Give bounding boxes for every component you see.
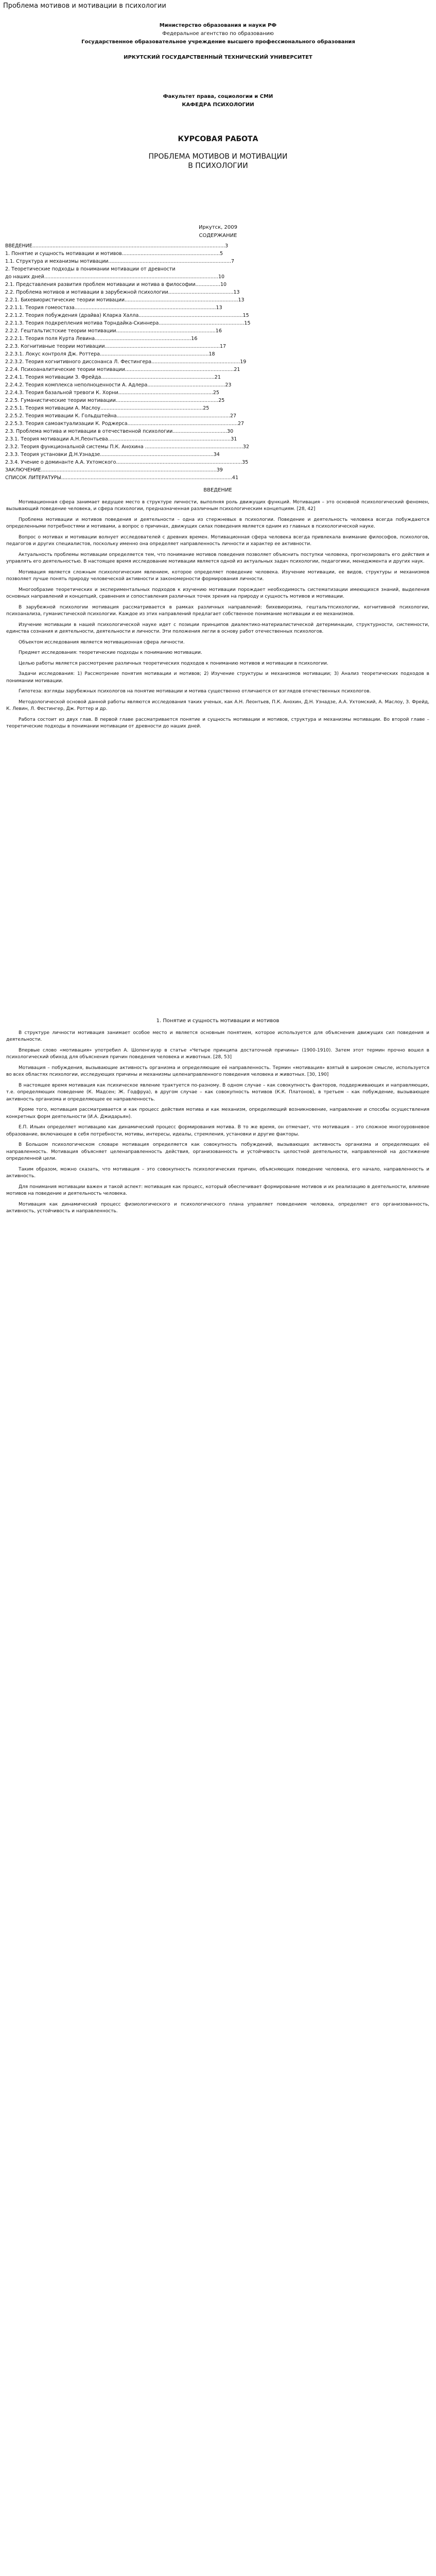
intro-paragraph: Целью работы является рассмотрение различных теоретических подходов к пониманию мотивов и мотивации в психологии. xyxy=(19,660,328,666)
intro-paragraph: Методологической основой данной работы являются исследования таких ученых, как А.Н. Леонтьев, П.К. Анохин, Д.Н. Узнадзе, А.А. Ухтомский, А. Маслоу, З. Фрейд, К. Левин, Л. Фестингер, Дж. Роттер и др. xyxy=(6,699,429,711)
chapter-paragraph: Кроме того, мотивация рассматривается и как процесс действия мотива и как механизм, определяющий возникновение, направление и способы осуществления конкретных форм деятельности (И.А. Джидарьян). xyxy=(6,1107,429,1120)
chapter-1-section xyxy=(6,1018,429,1219)
chapter-paragraph: В настоящее время мотивация как психическое явление трактуется по-разному. В одном случае – как совокупность факторов, поддерживающих и направляющих, т.е. определяющих поведение (К. Мадсен; Ж. Годфруа), в другом случае – как совокупность мотивов (К.К. Платонов), в третьем – как побуждение, вызывающее активность организма и определяющее ее направленность. xyxy=(6,1082,429,1102)
toc-item[interactable]: 2.2.4.1. Теория мотивации З. Фрейда.........................................................................21 xyxy=(5,375,221,380)
intro-paragraph: Изучение мотивации в нашей психологической науке идет с позиции принципов диалектико-материалистической детерминации, структурности, системности, единства сознания и деятельности, деятельности и личности. Эти положения легли в основу работ отечественных психологов. xyxy=(6,622,429,634)
intro-paragraph: Мотивационная сфера занимает ведущее место в структуре личности, выполняя роль движущих функций. Мотивация – это основной психологический феномен, вызывающий поведение человека, и сфера психологии, предназначенная различным психологическим концепциям. [28, 42] xyxy=(6,499,429,512)
department-line: КАФЕДРА ПСИХОЛОГИИ xyxy=(182,102,254,108)
faculty-line: Факультет права, социологии и СМИ xyxy=(163,94,273,99)
toc-item[interactable]: 2.3.3. Теория установки Д.Н.Узнадзе.........................................................................34 xyxy=(5,452,220,457)
intro-paragraph: Гипотеза: взгляды зарубежных психологов на понятие мотивации и мотива существенно отличаются от взглядов отечественных психологов. xyxy=(19,689,371,694)
intro-paragraph: Мотивация является сложным психологическим явлением, которое определяет поведение человека. Изучение мотивации, ее видов, структуры и механизмов позволяет лучше понять природу человеческой активности и закономерности формирования личности. xyxy=(6,569,429,582)
toc-item[interactable]: 2.2.3. Когнитивные теории мотивации..........................................................................17 xyxy=(5,344,226,349)
toc-item[interactable]: до наших дней................................................................................................................10 xyxy=(5,274,225,280)
toc-item[interactable]: 2. Теоретические подходы в понимании мотивации от древности xyxy=(5,266,176,272)
work-type: КУРСОВАЯ РАБОТА xyxy=(178,135,258,143)
page-title: Проблема мотивов и мотивации в психологии xyxy=(3,2,166,10)
intro-paragraph: Многообразие теоретических и экспериментальных подходов к изучению мотивации порождает необходимость систематизации имеющихся знаний, выделения основных направлений и концепций, сравнения и сопоставления различных точек зрения на природу и сущность мотивов и мотивации. xyxy=(6,587,429,599)
chapter-paragraph: В Большом психологическом словаре мотивация определяется как совокупность побуждений, вызывающих активность организма и определяющих её направленность. Мотивация объясняет целенаправленность действия, организованность и устойчивость целостной деятельности, направленной на достижение определенной цели. xyxy=(6,1142,429,1161)
intro-paragraph: Предмет исследования: теоретические подходы к пониманию мотивации. xyxy=(19,650,202,655)
city-year: Иркутск, 2009 xyxy=(199,225,237,230)
toc-item[interactable]: 2.2.1. Бихевиористические теории мотивации.........................................................................13 xyxy=(5,297,245,303)
toc-item[interactable]: 1.1. Структура и механизмы мотивации...............................................................................7 xyxy=(5,259,235,264)
toc-item[interactable]: 2.2. Проблема мотивов и мотивации в зарубежной психологии..........................................13 xyxy=(5,290,240,295)
chapter-paragraph: Мотивация – побуждения, вызывающие активность организма и определяющие её направленность. Термин «мотивация» взятый в широком смысле, используется во всех областях психологии, исследующих причины и механизмы целенаправленного поведения человека и животных. [30, 190] xyxy=(6,1065,429,1077)
toc-item[interactable]: 2.2.4.3. Теория базальной тревоги К. Хорни.............................................................25 xyxy=(5,390,219,396)
toc-item[interactable]: 2.3.1. Теория мотивации А.Н.Леонтьева...............................................................................31 xyxy=(5,436,237,442)
ministry-line: Министерство образования и науки РФ xyxy=(159,23,277,28)
intro-paragraph: Вопрос о мотивах и мотивации волнует исследователей с древних времен. Мотивационная сфера человека всегда привлекала внимание философов, психологов, педагогов и других специалистов, поскольку именно она определяет направленность личности и характер ее активности. xyxy=(6,534,429,547)
intro-paragraph: Задачи исследования: 1) Рассмотрение понятия мотивации и мотивов; 2) Изучение структуры и механизмов мотивации; 3) Анализ теоретических подходов в понимании мотивации. xyxy=(6,671,429,684)
toc-item[interactable]: 2.2.3.2. Теория когнитивного диссонанса Л. Фестингера.........................................................19 xyxy=(5,359,247,365)
intro-paragraph: Работа состоит из двух глав. В первой главе рассматривается понятие и сущность мотивации и мотивов, структура и механизмы мотивации. Во второй главе – теоретические подходы в понимании мотивации от древности до наших дней. xyxy=(6,717,429,729)
toc-item[interactable]: 2.2.5.1. Теория мотивации А. Маслоу..................................................................25 xyxy=(5,405,210,411)
table-of-contents xyxy=(5,242,427,482)
toc-item[interactable]: 2.1. Представления развития проблем мотивации и мотива в философии................10 xyxy=(5,282,227,287)
toc-item[interactable]: 2.2.4.2. Теория комплекса неполноценности А. Адлера..................................................23 xyxy=(5,382,232,388)
topic-line-1: ПРОБЛЕМА МОТИВОВ И МОТИВАЦИИ xyxy=(148,152,288,161)
introduction-heading: ВВЕДЕНИЕ xyxy=(203,487,232,493)
toc-item[interactable]: 2.2.1.1. Теория гомеостаза...........................................................................................13 xyxy=(5,305,222,311)
intro-paragraph: Проблема мотивации и мотивов поведения и деятельности – одна из стержневых в психологии. Поведение и деятельность человека всегда побуждаются определенными потребностями и мотивами, а вопрос о причинах, движущих силах поведения является одним из главных в психологической науке. xyxy=(6,517,429,529)
toc-item[interactable]: 2.2.1.3. Теория подкрепления мотива Торндайка-Скиннера.......................................................15 xyxy=(5,320,251,326)
toc-item[interactable]: 2.3.4. Учение о доминанте А.А. Ухтомского.................................................................................35 xyxy=(5,460,249,465)
toc-item[interactable]: 2.2.5. Гуманистические теории мотивации..................................................................25 xyxy=(5,398,225,403)
toc-item[interactable]: 2.2.5.3. Теория самоактуализации К. Роджерса.......................................................................27 xyxy=(5,421,245,427)
toc-item[interactable]: 2.2.2.1. Теория поля Курта Левина..............................................................16 xyxy=(5,336,198,342)
toc-item[interactable]: СПИСОК ЛИТЕРАТУРЫ..............................................................................................................41 xyxy=(5,475,239,481)
toc-item[interactable]: 2.3. Проблема мотива и мотивации в отечественной психологии...................................30 xyxy=(5,429,234,434)
toc-item[interactable]: ЗАКЛЮЧЕНИЕ.................................................................................................................39 xyxy=(5,467,223,473)
chapter-paragraph: В структуре личности мотивация занимает особое место и является основным понятием, которое используется для объяснения движущих сил поведения и деятельности. xyxy=(6,1030,429,1042)
chapter-paragraph: Е.П. Ильин определяет мотивацию как динамический процесс формирования мотива. В то же время, он отмечает, что мотивация – это сложное многоуровневое образование, включающее в себя потребности, мотивы, интересы, идеалы, стремления, установки и другие факторы. xyxy=(6,1125,429,1137)
toc-item[interactable]: 2.2.3.1. Локус контроля Дж. Роттера......................................................................18 xyxy=(5,351,215,357)
institution-line: Государственное образовательное учреждение высшего профессионального образования xyxy=(81,39,355,45)
toc-item[interactable]: 2.3.2. Теория функциональной системы П.К. Анохина ...............................................................32 xyxy=(5,444,250,450)
intro-paragraph: В зарубежной психологии мотивация рассматривается в рамках различных направлений: бихевиоризма, гештальтпсихологии, когнитивной психологии, психоанализа, гуманистической психологии. Каждое из этих направлений предлагает собственное понимание мотивации и ее механизмов. xyxy=(6,604,429,617)
chapter-paragraph: Впервые слово «мотивация» употребил А. Шопенгауэр в статье «Четыре принципа достаточной причины» (1900-1910). Затем этот термин прочно вошел в психологический обиход для объяснения причин поведения человека и животных. [28, 53] xyxy=(6,1047,429,1060)
toc-item[interactable]: ВВЕДЕНИЕ............................................................................................................................3 xyxy=(5,243,229,249)
toc-item[interactable]: 2.2.2. Гештальтистские теории мотивации................................................................16 xyxy=(5,328,222,334)
toc-item[interactable]: 2.2.4. Психоаналитические теории мотивации......................................................................21 xyxy=(5,367,240,372)
contents-heading: СОДЕРЖАНИЕ xyxy=(199,233,237,239)
chapter-paragraph: Мотивация как динамический процесс физиологического и психологического плана управляет поведением человека, определяет его организованность, активность, устойчивость и направленность. xyxy=(6,1201,429,1214)
agency-line: Федеральное агентство по образованию xyxy=(162,31,274,37)
topic-line-2: В ПСИХОЛОГИИ xyxy=(188,162,248,170)
chapter-1-heading: 1. Понятие и сущность мотивации и мотивов xyxy=(156,1018,280,1024)
toc-item[interactable]: 2.2.5.2. Теория мотивации К. Гольдштейна.........................................................................27 xyxy=(5,413,237,419)
intro-paragraph: Актуальность проблемы мотивации определяется тем, что понимание мотивов поведения позволяет объяснить поступки человека, прогнозировать его действия и управлять его деятельностью. В настоящее время исследование мотивации является одной из актуальных задач психологии, педагогики, менеджмента и других наук. xyxy=(6,552,429,564)
toc-item[interactable]: 1. Понятие и сущность мотивации и мотивов...............................................................5 xyxy=(5,251,223,257)
chapter-paragraph: Таким образом, можно сказать, что мотивация – это совокупность психологических причин, объясняющих поведение человека, его начало, направленность и активность. xyxy=(6,1166,429,1179)
university-line: ИРКУТСКИЙ ГОСУДАРСТВЕННЫЙ ТЕХНИЧЕСКИЙ УНИВЕРСИТЕТ xyxy=(124,55,312,60)
chapter-paragraph: Для понимания мотивации важен и такой аспект: мотивация как процесс, который обеспечивает формирование мотивов и их реализацию в деятельности, влияние мотивов на поведение и деятельность человека. xyxy=(6,1184,429,1196)
intro-paragraph: Объектом исследования является мотивационная сфера личности. xyxy=(19,639,185,645)
introduction-section xyxy=(6,487,429,734)
toc-item[interactable]: 2.2.1.2. Теория побуждения (драйва) Кларка Халла...................................................................15 xyxy=(5,313,249,318)
